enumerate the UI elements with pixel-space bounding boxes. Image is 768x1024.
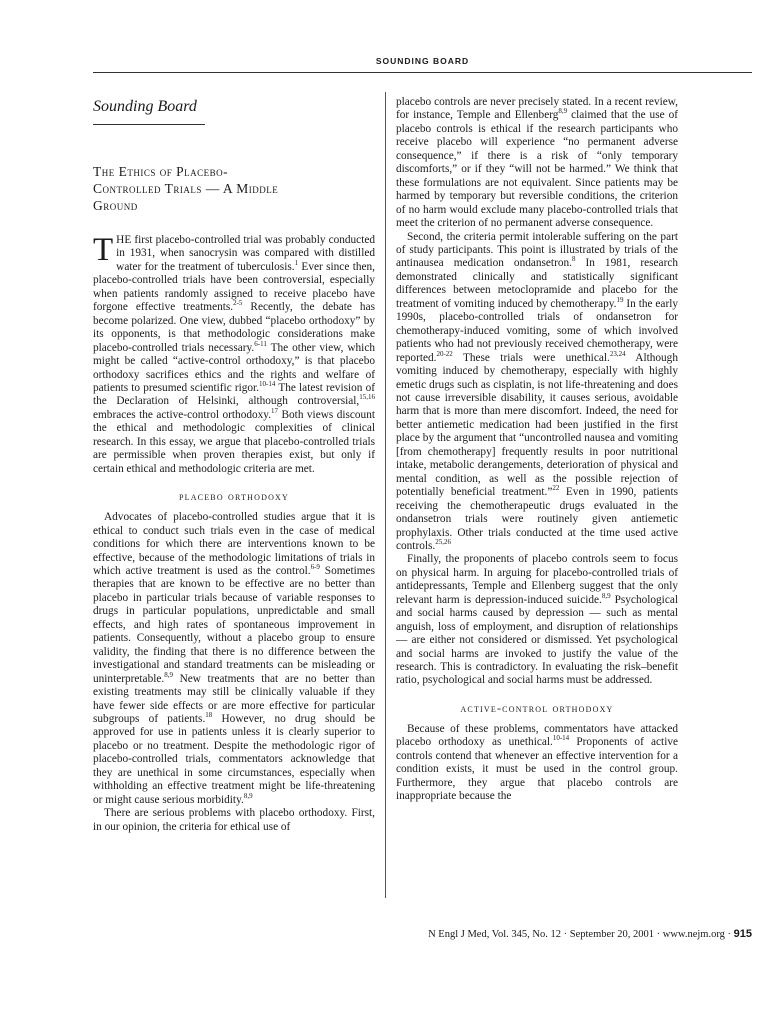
footer-citation: N Engl J Med, Vol. 345, No. 12 · September 20, 2001 · www.nejm.org ·: [428, 929, 734, 940]
subheading-active-control-orthodoxy: active-control orthodoxy: [460, 700, 614, 715]
body-paragraph: [396, 723, 678, 804]
article-title: [93, 163, 375, 214]
reference-superscript: 22: [552, 484, 560, 493]
section-label: Sounding Board: [93, 98, 197, 115]
title-line-2: Controlled Trials — A Middle: [93, 181, 279, 196]
body-text: Advocates of placebo-controlled studies argue that it is ethical to conduct such trials even in the case of medical conditions for which there are interventions known to be effective, because of the methodologic limitations of trials in which active treatment is used as the control.: [93, 511, 375, 577]
title-line-1: The Ethics of Placebo-: [93, 164, 229, 179]
reference-superscript: 25,26: [435, 538, 451, 547]
column-divider: [385, 92, 386, 898]
reference-superscript: 8,9: [558, 107, 568, 116]
reference-superscript: 1: [294, 259, 299, 268]
body-text: Although vomiting induced by chemotherapy, especially with highly emetic drugs such as cisplatin, is not life-threatening and does not cause irreversible disability, it causes serious, avoidable harm that is more than mere discomfort. Indeed, the need for better antiemetic medication had been justified in the first place by the argument that “uncontrolled nausea and vomiting [from chemotherapy] frequently results in poor nutritional intake, metabolic derangements, deterioration of physical and mental condition, as well as the possible rejection of potentially beneficial treatment.”: [396, 351, 678, 499]
body-text: However, no drug should be approved for use in patients unless it is clearly superior to placebo or no treatment. Despite the methodologic rigor of placebo-controlled trials, commentators acknowledge that they are unethical in some circumstances, especially when withholding an effective treatment might be life-threatening or might cause serious morbidity.: [93, 712, 375, 806]
body-text: In 1981, research demonstrated clinically and statistically significant differences between metoclopramide and placebo for the treatment of vomiting induced by chemotherapy.: [396, 257, 678, 310]
reference-superscript: 20-22: [436, 349, 453, 358]
reference-superscript: 8,9: [601, 592, 611, 600]
reference-superscript: 15,16: [359, 393, 375, 402]
body-text: embraces the active-control orthodoxy.: [93, 408, 272, 421]
title-line-3: Ground: [93, 198, 138, 213]
body-paragraph: [396, 231, 678, 554]
reference-superscript: 19: [616, 296, 624, 305]
running-head: SOUNDING BOARD: [375, 56, 470, 66]
body-text: The latest revision of the Declaration of Helsinki, although controversial,: [93, 381, 375, 408]
right-column: [396, 96, 678, 804]
reference-superscript: 10-14: [259, 380, 276, 389]
reference-superscript: 8: [571, 255, 576, 264]
body-paragraph: [396, 96, 678, 231]
body-text: Proponents of active controls contend that whenever an effective intervention for a condition exists, it must be used in the control group. Furthermore, they argue that placebo controls are inappropriate because the: [396, 736, 678, 803]
body-text: Sometimes therapies that are known to be effective are no better than placebo in particular trials because of variable responses to drugs in particular populations, unpredictable and small effects, and high rates of spontaneous improvement in patients. Consequently, without a placebo group to ensure validity, the finding that there is no difference between the investigational and standard treatments can be misleading or uninterpretable.: [93, 564, 375, 685]
body-text: The other view, which might be called “active-control orthodoxy,” is that placebo orthodoxy sacrifices ethics and the rights and welfare of patients to presumed scientific rigor.: [93, 341, 375, 394]
reference-superscript: 8,9: [243, 791, 253, 800]
body-text: HE first placebo-controlled trial was probably conducted in 1931, when sanocrysin was compared with distilled water for the treatment of tuberculosis.: [116, 234, 375, 273]
header-rule: [93, 72, 752, 73]
reference-superscript: 18: [205, 711, 213, 720]
body-paragraph: There are serious problems with placebo orthodoxy. First, in our opinion, the criteria for ethical use of: [93, 807, 375, 833]
reference-superscript: 8,9: [164, 670, 173, 679]
body-text: Both views discount the ethical and methodologic complexities of clinical research. In this essay, we argue that placebo-controlled trials are permissible when proven therapies exist, but only if certain ethical and methodologic criteria are met.: [93, 408, 375, 475]
page-number: 915: [733, 928, 752, 940]
body-text: Ever since then, placebo-controlled trials have been controversial, especially when patients randomly assigned to receive placebo have forgone effective treatments.: [93, 260, 375, 314]
body-text: Recently, the debate has become polarized. One view, dubbed “placebo orthodoxy” by its opponents, is that methodologic considerations make placebo-controlled trials necessary.: [93, 301, 375, 354]
reference-superscript: 23,24: [609, 349, 626, 358]
body-text: Because of these problems, commentators have attacked placebo orthodoxy as unethical.: [396, 722, 678, 749]
drop-cap: T: [93, 232, 114, 268]
body-text: Even in 1990, patients receiving the chemotherapeutic drugs evaluated in the ondansetron trials were routinely given antiemetic prophylaxis. Other trials conducted at the time used active controls.: [396, 486, 678, 552]
body-paragraph: [93, 511, 375, 807]
body-text: Second, the criteria permit intolerable suffering on the part of study participants. This point is illustrated by trials of the antinausea medication ondansetron.: [396, 230, 678, 270]
page-footer: [93, 928, 752, 940]
reference-superscript: 6-9: [310, 563, 320, 572]
body-text: New treatments that are no better than existing treatments may still be clinically valuable if they have fewer side effects or are more effective for particular subgroups of patients.: [93, 672, 375, 725]
reference-superscript: 2-5: [233, 299, 243, 308]
body-text: placebo controls are never precisely stated. In a recent review, for instance, Temple and Ellenberg: [396, 96, 678, 122]
body-paragraph: [396, 553, 678, 688]
left-column: [93, 90, 375, 834]
body-text: claimed that the use of placebo controls is ethical if the research participants who receive placebo will experience “no permanent adverse consequence,” if there is a risk of “only temporary discomforts,” or if they “will not be harmed.” We think that these formulations are not equivalent. Since patients may be harmed by temporary but reversible conditions, the criterion of no harm would exclude many placebo-controlled trials that meet the criterion of no permanent adverse consequence.: [396, 109, 678, 230]
section-label-rule: [93, 124, 205, 125]
body-text: Finally, the proponents of placebo controls seem to focus on physical harm. In arguing for placebo-controlled trials of antidepressants, Temple and Ellenberg suggest that the only relevant harm is depression-induced suicide.: [396, 553, 678, 606]
lead-paragraph: [93, 234, 375, 476]
reference-superscript: 10-14: [552, 734, 570, 743]
body-text: Psychological and social harms caused by depression — such as mental anguish, loss of employment, and disruption of relationships — are either not considered or dismissed. Yet psychological and social harms are invoked to justify the value of the research. This is contradictory. In evaluating the risk–benefit ratio, psychological and social harms must be addressed.: [396, 593, 678, 687]
reference-superscript: 17: [271, 407, 279, 416]
body-text: These trials were unethical.: [452, 351, 610, 364]
subheading-placebo-orthodoxy: placebo orthodoxy: [178, 489, 290, 504]
reference-superscript: 6-11: [254, 339, 267, 348]
body-text: In the early 1990s, placebo-controlled trials of ondansetron for chemotherapy-induced vomiting, some of which involved patients who had not previously received chemotherapy, were reported.: [396, 297, 678, 364]
